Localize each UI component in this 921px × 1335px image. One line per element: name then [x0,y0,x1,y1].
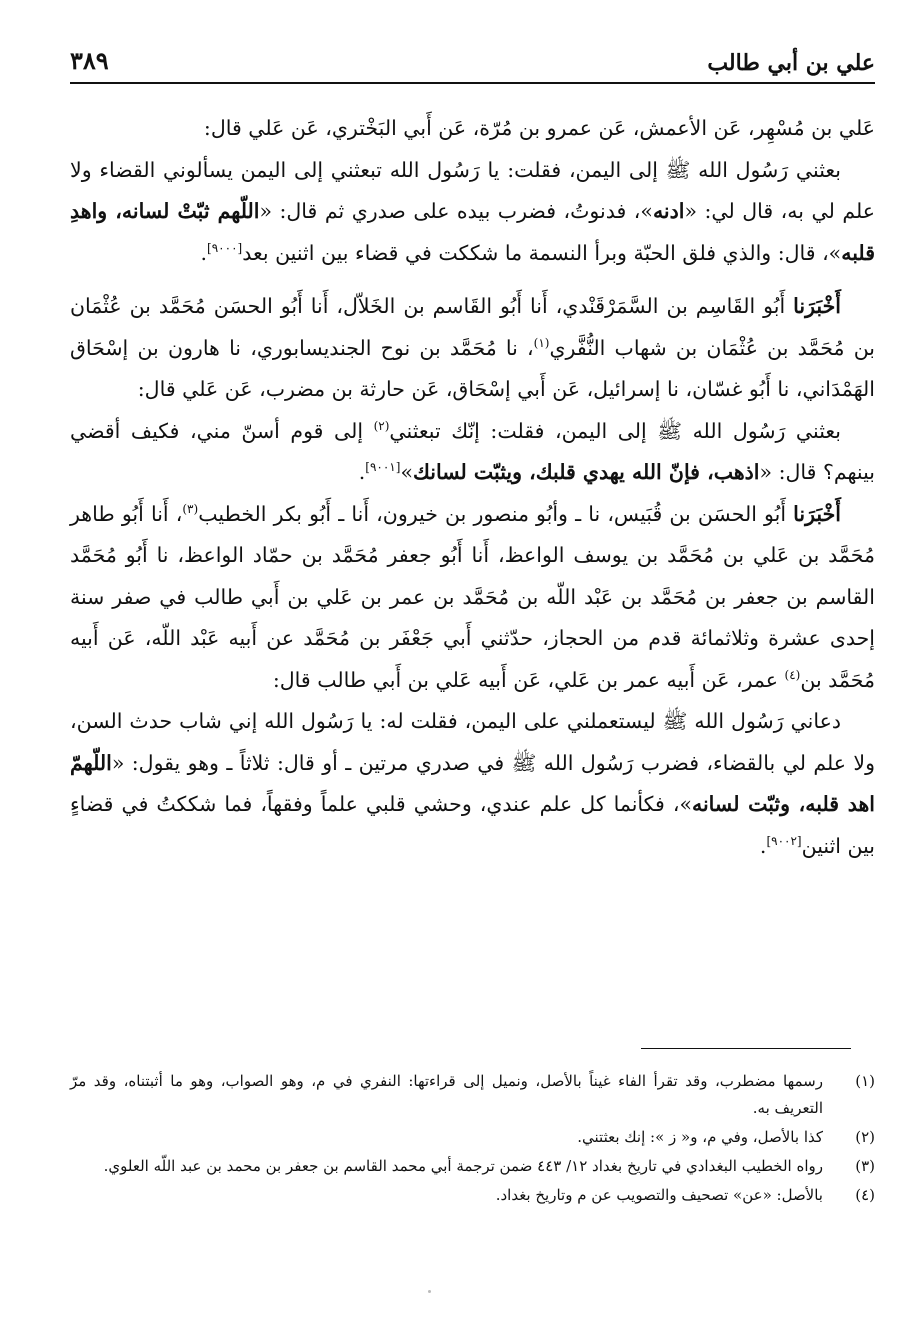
text-run: . [200,240,208,265]
bold-quote: اللّهم ثبّتْ لسانه، واهدِ قلبه [70,199,875,265]
text-run: . [358,460,366,484]
bold-quote: اللّهمّ اهد قلبه، وثبّت لسانه [70,750,875,816]
hadith-number: [٩٠٠١] [365,460,401,475]
footnote-text: كذا بالأصل، وفي م، و« ز »: إنك بعثتني. [577,1128,823,1146]
text-run: دعاني رَسُول الله ﷺ ليستعملني على اليمن، فقلت له: يا رَسُول الله إني شاب حدث السن، ولا علم لي بالقضاء، فضرب رَسُول الله ﷺ في صدري مرتين ـ أو قال: ثلاثاً ـ وهو يقول: « [70,709,875,775]
text-run: أَبُو القَاسِم بن السَّمَرْقَنْدي، أَنا أَبُو القَاسم بن الخَلاّل، أَنا أَبُو الحسَن مُحَمَّد بن عُثْمَان بن مُحَمَّد بن عُثْمَان بن شهاب النُّفَّري [70,294,876,360]
footnote-number: (٤) [855,1186,875,1204]
hadith-number: [٩٠٠٢] [766,833,802,848]
text-run: عَلي بن مُسْهِر، عَن الأعمش، عَن عمرو بن مُرّة، عَن أَبي البَخْتري، عَن عَلي قال: [203,116,875,140]
text-run: ، نا مُحَمَّد بن نوح الجنديسابوري، نا هارون بن إسْحَاق الهَمْدَاني، نا أَبُو غسّان، نا إسرائيل، عَن أَبي إسْحَاق، عَن حارثة بن مضرب، عَن عَلي قال: [70,335,875,401]
text-run: إلى قوم أسنّ مني، فكيف أقضي بينهم؟ قال: « [70,418,875,484]
paragraph-isnad-2 [70,286,875,411]
akhbarana-lead: أَخْبَرَنا [793,294,841,318]
text-run: » [400,460,413,484]
footnote-4 [70,1182,875,1209]
page-number: ٣٨٩ [70,46,109,75]
text-run: أَبُو الحسَن بن قُبَيس، نا ـ وأبُو منصور بن خيرون، أَنا ـ أَبُو بكر الخطيب [198,501,794,526]
hadith-number: [٩٠٠٠] [207,240,243,255]
text-run: »، قال: والذي فلق الحبّة وبرأ النسمة ما شككت في قضاء بين اثنين بعد [242,240,842,265]
text-run: بعثني رَسُول الله ﷺ إلى اليمن، فقلت: إنّك تبعثني [389,418,841,443]
footnote-number: (١) [855,1072,875,1090]
footnote-number: (٢) [855,1128,875,1146]
footnote-separator [641,1048,851,1049]
paragraph-isnad-1 [70,108,875,150]
text-run: بعثني رَسُول الله ﷺ إلى اليمن، فقلت: يا رَسُول الله تبعثني إلى اليمن يسألوني القضاء ولا علم لي به، قال لي: « [70,157,875,223]
running-header [70,40,875,84]
text-run: »، فدنوتُ، فضرب بيده على صدري ثم قال: « [259,199,653,223]
paragraph-isnad-3 [70,494,875,702]
footnote-3 [70,1153,875,1180]
text-run: عمر، عَن أَبيه عمر بن عَلي، عَن أَبيه عَلي بن أَبي طالب قال: [272,667,785,692]
footnote-ref-1[interactable]: (١) [533,335,550,350]
running-title: علي بن أبي طالب [707,50,875,76]
footnotes [70,1068,875,1211]
footnote-number: (٣) [855,1157,875,1175]
header-rule [70,82,875,84]
paragraph-hadith-9001 [70,411,875,494]
bold-quote: ادنه [652,199,685,223]
text-run: ، أَنا أَبُو طاهر مُحَمَّد بن عَلي بن مُحَمَّد بن يوسف الواعظ، أَنا أَبُو جعفر مُحَمَّد بن حمّاد الواعظ، نا أَبُو مُحَمَّد القاسم بن جعفر بن مُحَمَّد بن عَبْد اللّه بن مُحَمَّد بن عمر بن عَلي بن أَبي طالب في صفر سنة إحدى عشرة وثلاثمائة قدم من الحجاز، حدّثني أَبي جَعْفَر بن مُحَمَّد عن أَبيه عَبْد اللّه، عَن أَبيه مُحَمَّد بن [70,501,875,692]
text-run: »، فكأنما كل علم عندي، وحشي قلبي علماً وفقهاً، فما شككتُ في قضاءٍ بين اثنين [70,792,875,858]
footnote-text: بالأصل: «عن» تصحيف والتصويب عن م وتاريخ بغداد. [495,1186,823,1204]
footnote-ref-3[interactable]: (٣) [182,501,199,516]
footnote-ref-2[interactable]: (٢) [373,418,390,433]
paragraph-hadith-9000 [70,150,875,275]
text-run: . [759,833,767,858]
footnote-text: رسمها مضطرب، وقد تقرأ الفاء غيناً بالأصل، ونميل إلى قراءتها: النفري في م، وهو الصواب، وهو ما أثبتناه، وقد مرّ التعريف به. [70,1072,823,1117]
scan-speck [428,1290,431,1293]
footnote-ref-4[interactable]: (٤) [784,667,801,682]
paragraph-hadith-9002 [70,701,875,867]
footnote-text: رواه الخطيب البغدادي في تاريخ بغداد ١٢/ ٤٤٣ ضمن ترجمة أبي محمد القاسم بن جعفر بن محمد بن عبد اللّه العلوي. [103,1157,823,1175]
akhbarana-lead: أَخْبَرَنا [793,501,841,526]
bold-quote: اذهب، فإنّ الله يهدي قلبك، ويثبّت لسانك [412,460,760,484]
footnote-2 [70,1124,875,1151]
main-text [70,108,875,867]
footnote-1 [70,1068,875,1122]
